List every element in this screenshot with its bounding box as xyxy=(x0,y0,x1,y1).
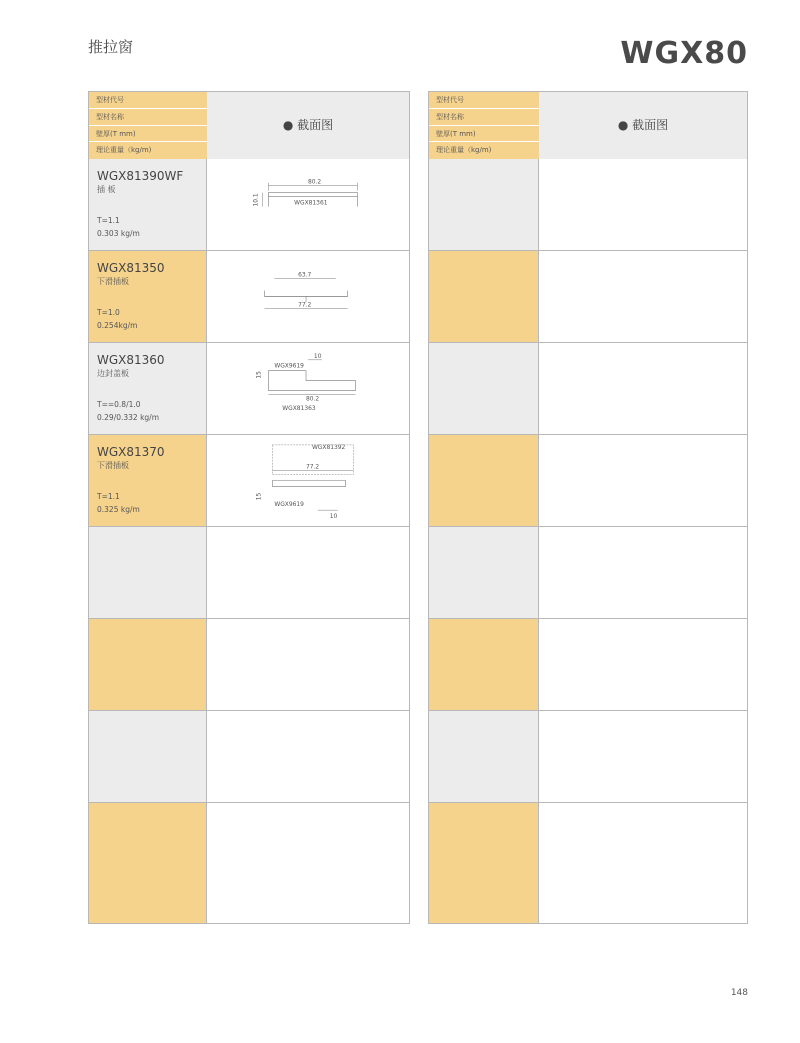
cross-section-svg xyxy=(207,343,409,434)
profile-code: WGX81370 xyxy=(97,445,165,459)
table-row xyxy=(429,619,747,711)
table-row xyxy=(429,527,747,619)
profile-info xyxy=(89,159,207,250)
ref-label-2: WGX9619 xyxy=(274,501,304,509)
table-row xyxy=(89,343,409,435)
profile-info xyxy=(89,527,207,618)
series-code: WGX80 xyxy=(620,36,748,71)
dim-bottom: 77.2 xyxy=(298,301,312,309)
header-labels xyxy=(89,92,208,159)
profile-info xyxy=(429,711,539,802)
profile-thickness: T=1.1 xyxy=(97,492,120,501)
profile-info xyxy=(89,619,207,710)
profile-info xyxy=(429,343,539,434)
profile-name: 下滑插板 xyxy=(97,277,129,286)
dim-small: 10 xyxy=(313,352,322,360)
profile-info xyxy=(429,803,539,923)
cross-section-drawing xyxy=(539,803,747,923)
table-row xyxy=(89,711,409,803)
cross-section-drawing xyxy=(207,159,409,250)
profile-weight: 0.29/0.332 kg/m xyxy=(97,413,160,422)
profile-info xyxy=(429,435,539,526)
ref-label-1: WGX81392 xyxy=(311,443,346,451)
table-row xyxy=(429,803,747,923)
profile-info xyxy=(89,803,207,923)
cross-section-svg xyxy=(207,251,409,342)
table-row xyxy=(89,527,409,619)
header-label-thickness: 壁厚(T mm) xyxy=(89,126,207,143)
cross-section-drawing xyxy=(207,711,409,802)
table-row xyxy=(89,803,409,923)
header-label-name: 型材名称 xyxy=(89,109,207,126)
profile-name: 插 板 xyxy=(97,185,116,194)
page-title: 推拉窗 xyxy=(88,38,134,56)
page-number: 148 xyxy=(730,988,748,998)
ref-label-1: WGX9619 xyxy=(274,362,304,370)
cross-section-drawing xyxy=(207,435,409,526)
profile-info xyxy=(429,527,539,618)
header-label-weight: 理论重量（kg/m) xyxy=(436,146,492,155)
dim-height: 10.1 xyxy=(252,193,260,207)
dim-top: 63.7 xyxy=(298,271,312,279)
header-section-title xyxy=(539,92,747,159)
dim-width: 77.2 xyxy=(306,463,320,471)
profile-name: 边封盖板 xyxy=(97,369,129,378)
profile-info xyxy=(429,251,539,342)
profile-weight: 0.325 kg/m xyxy=(97,505,140,514)
cross-section-drawing xyxy=(207,251,409,342)
cross-section-drawing xyxy=(539,711,747,802)
header-section-title xyxy=(207,92,409,159)
profile-info xyxy=(89,251,207,342)
cross-section-drawing xyxy=(539,527,747,618)
header-label-code: 型材代号 xyxy=(429,92,539,109)
profile-table-right xyxy=(428,91,748,924)
profile-thickness: T=1.0 xyxy=(97,308,120,317)
profile-weight: 0.254kg/m xyxy=(97,321,138,330)
header-label-weight: 理论重量（kg/m) xyxy=(96,146,152,155)
cross-section-drawing xyxy=(207,527,409,618)
table-header xyxy=(89,92,409,160)
cross-section-drawing xyxy=(207,619,409,710)
section-label: ● 截面图 xyxy=(617,118,669,132)
table-row xyxy=(89,251,409,343)
profile-thickness: T==0.8/1.0 xyxy=(97,400,141,409)
cross-section-svg xyxy=(207,435,409,526)
profile-info xyxy=(89,711,207,802)
dim-height: 15 xyxy=(255,492,263,501)
cross-section-svg xyxy=(207,159,409,250)
cross-section-drawing xyxy=(539,435,747,526)
profile-code: WGX81360 xyxy=(97,353,165,367)
profile-code: WGX81350 xyxy=(97,261,165,275)
profile-thickness: T=1.1 xyxy=(97,216,120,225)
cross-section-drawing xyxy=(539,159,747,250)
profile-info xyxy=(429,159,539,250)
ref-label: WGX81361 xyxy=(294,199,328,207)
table-row xyxy=(429,435,747,527)
profile-info xyxy=(429,619,539,710)
profile-weight: 0.303 kg/m xyxy=(97,229,140,238)
header-label-code: 型材代号 xyxy=(89,92,207,109)
profile-info xyxy=(89,343,207,434)
ref-label-2: WGX81363 xyxy=(282,405,316,413)
cross-section-drawing xyxy=(539,343,747,434)
dim-height: 15 xyxy=(255,371,263,379)
profile-code: WGX81390WF xyxy=(97,169,184,183)
profile-name: 下滑插板 xyxy=(97,461,129,470)
cross-section-drawing xyxy=(539,619,747,710)
profile-info xyxy=(89,435,207,526)
dim-small: 10 xyxy=(329,513,338,521)
profile-table-left xyxy=(88,91,410,924)
dim-width: 80.2 xyxy=(308,178,322,186)
header-label-thickness: 壁厚(T mm) xyxy=(429,126,539,143)
table-row xyxy=(429,711,747,803)
section-label: ● 截面图 xyxy=(282,118,334,132)
dim-width: 80.2 xyxy=(306,395,320,403)
table-row xyxy=(89,619,409,711)
header-labels xyxy=(429,92,540,159)
cross-section-drawing xyxy=(207,803,409,923)
cross-section-drawing xyxy=(207,343,409,434)
table-header xyxy=(429,92,747,160)
header-label-name: 型材名称 xyxy=(429,109,539,126)
table-row xyxy=(429,343,747,435)
table-row xyxy=(429,251,747,343)
table-row xyxy=(429,159,747,251)
table-row xyxy=(89,159,409,251)
table-row xyxy=(89,435,409,527)
cross-section-drawing xyxy=(539,251,747,342)
